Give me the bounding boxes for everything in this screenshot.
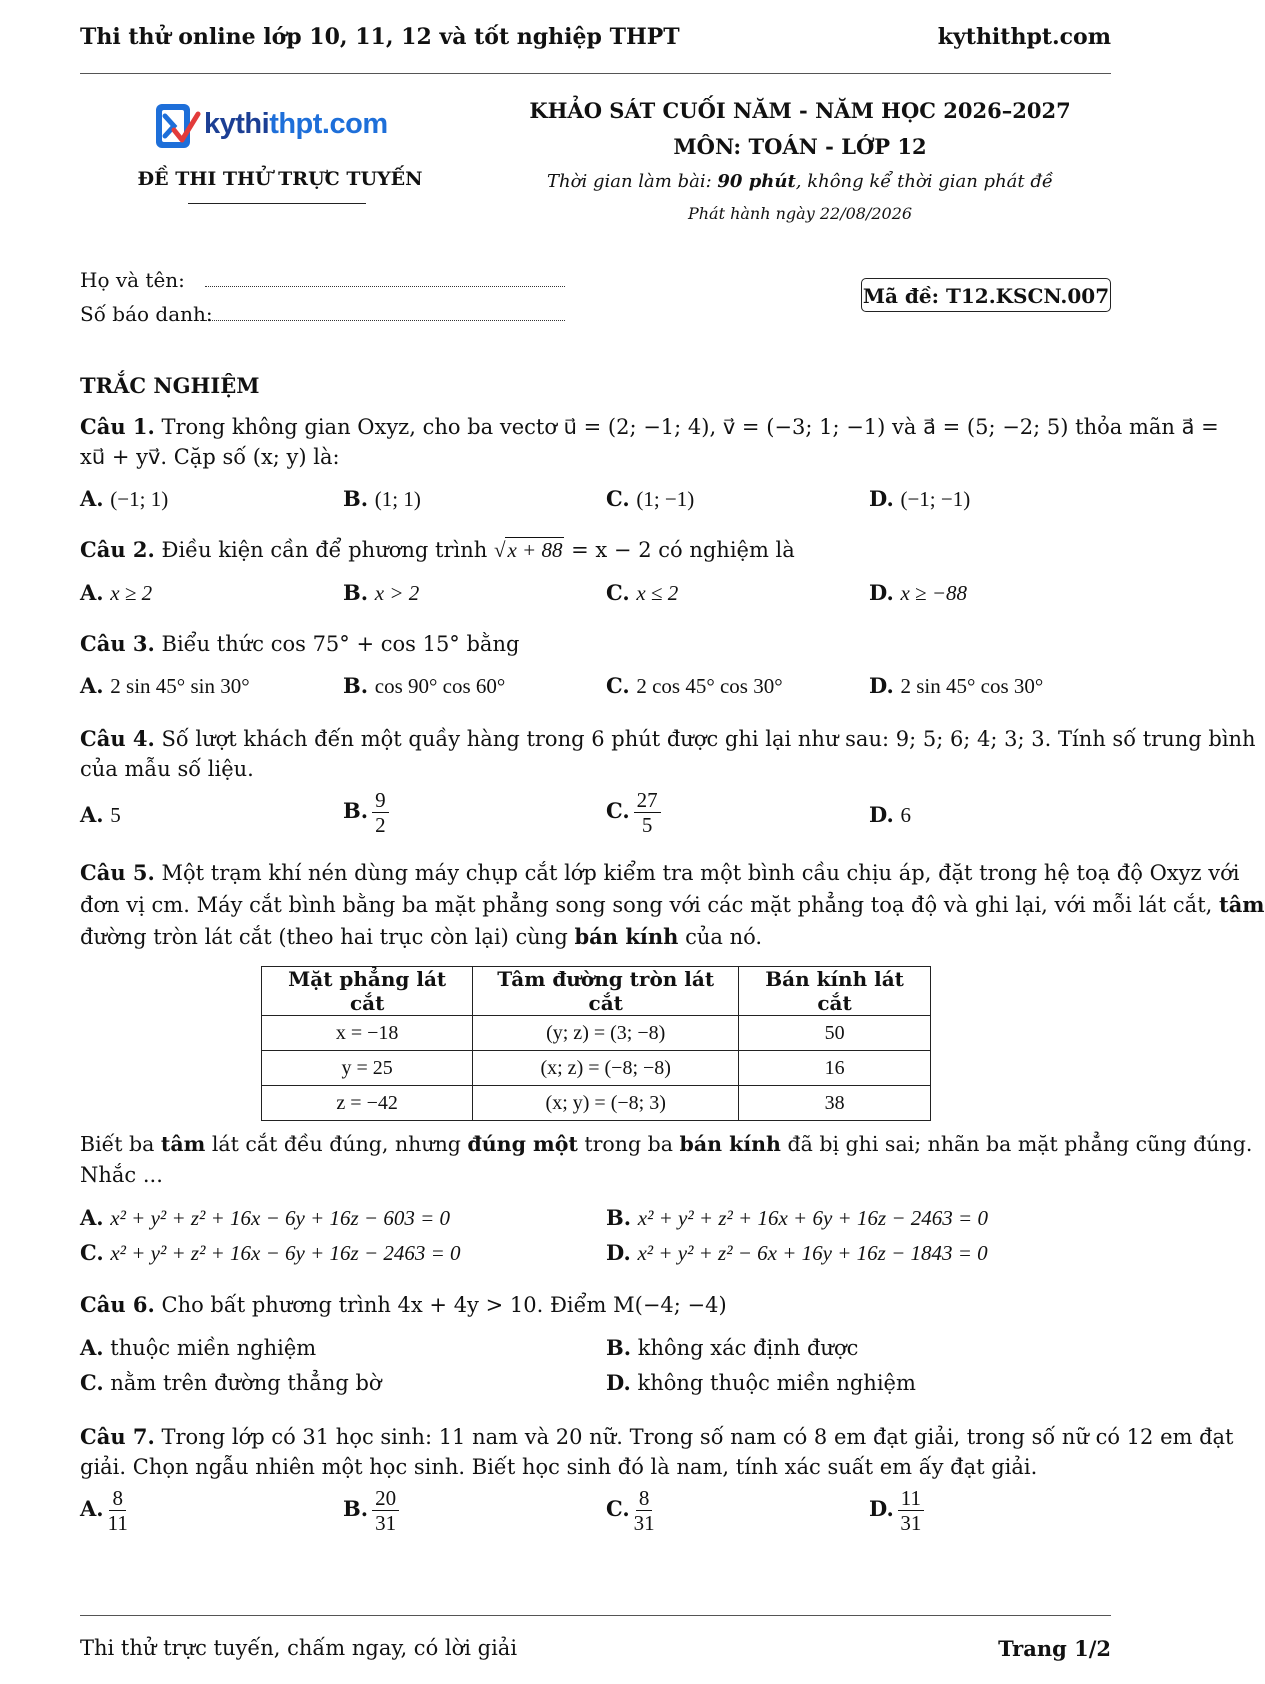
question-1-text-2: xu⃗ + yv⃗. Cặp số (x; y) là:: [80, 445, 340, 469]
table-cell: 16: [739, 1051, 931, 1086]
question-2-text: Điều kiện cần để phương trình: [161, 538, 494, 562]
table-row: [262, 1051, 931, 1086]
question-7: [80, 1422, 1234, 1482]
exam-time: [520, 171, 1080, 192]
logo-text-a: kythi: [204, 108, 270, 140]
question-1-text: Trong không gian Oxyz, cho ba vectơ u⃗ = (2; −1; 4), v⃗ = (−3; 1; −1) và a⃗ = (5; −2; 5) thỏa mãn a⃗ =: [161, 415, 1219, 439]
q4-option-a[interactable]: A. 5: [80, 802, 121, 827]
question-4-text-2: của mẫu số liệu.: [80, 757, 254, 781]
q7-option-a[interactable]: A. $\frac{8}{11}$: [80, 1486, 128, 1535]
question-3-text: Biểu thức cos 75° + cos 15° bằng: [161, 632, 520, 656]
logo-text-b: thpt.com: [269, 108, 388, 140]
table-row: [262, 1086, 931, 1121]
table-header-row: [262, 967, 931, 1016]
question-5-continuation-2: Nhắc ...: [80, 1163, 163, 1187]
q5-option-a[interactable]: A. x² + y² + z² + 16x − 6y + 16z − 603 = 0: [80, 1205, 451, 1230]
question-7-text: Trong lớp có 31 học sinh: 11 nam và 20 nữ. Trong số nam có 8 em đạt giải, trong số nữ có 12 em đạt: [161, 1425, 1234, 1449]
id-label: Số báo danh:: [80, 302, 213, 326]
question-3-label: Câu 3.: [80, 631, 155, 656]
q3-option-b[interactable]: B. cos 90° cos 60°: [343, 673, 506, 698]
exam-type: ĐỀ THI THỬ TRỰC TUYẾN: [137, 168, 423, 190]
table-cell: y = 25: [262, 1051, 473, 1086]
exam-subject: MÔN: TOÁN - LỚP 12: [673, 134, 927, 159]
page-header-right[interactable]: kythithpt.com: [937, 24, 1111, 50]
question-4-label: Câu 4.: [80, 726, 155, 751]
table-row: [262, 1016, 931, 1051]
sqrt-sign: √: [493, 538, 506, 562]
footer-divider: [80, 1615, 1111, 1616]
q7-option-c[interactable]: C. $\frac{8}{31}$: [606, 1486, 655, 1535]
q4-option-d[interactable]: D. 6: [869, 802, 911, 827]
question-4: [80, 724, 1256, 784]
sqrt-radicand: x + 88: [507, 538, 563, 562]
question-5-text-3: đường tròn lát cắt (theo hai trục còn lại) cùng: [80, 925, 575, 949]
q5-option-b[interactable]: B. x² + y² + z² + 16x + 6y + 16z − 2463 = 0: [606, 1205, 988, 1230]
q3-option-a[interactable]: A. 2 sin 45° sin 30°: [80, 673, 250, 698]
exam-time-suffix: , không kể thời gian phát đề: [795, 171, 1053, 192]
slice-table: [261, 966, 931, 1121]
q3-option-d[interactable]: D. 2 sin 45° cos 30°: [869, 673, 1044, 698]
q7-option-d[interactable]: D. $\frac{11}{31}$: [869, 1486, 924, 1535]
q5-option-d[interactable]: D. x² + y² + z² − 6x + 16y + 16z − 1843 = 0: [606, 1240, 988, 1265]
question-4-text: Số lượt khách đến một quầy hàng trong 6 phút được ghi lại như sau: 9; 5; 6; 4; 3; 3. Tính số trung bình: [161, 727, 1256, 751]
question-6: [80, 1292, 727, 1317]
exam-duration: 90 phút: [717, 171, 796, 192]
question-1-label: Câu 1.: [80, 414, 155, 439]
exam-code-box: Mã đề: T12.KSCN.007: [861, 278, 1111, 312]
table-header: Tâm đường tròn lát cắt: [473, 967, 739, 1016]
q6-option-c[interactable]: C. nằm trên đường thẳng bờ: [80, 1370, 382, 1395]
q7-option-b[interactable]: B. $\frac{20}{31}$: [343, 1486, 399, 1535]
table-cell: z = −42: [262, 1086, 473, 1121]
question-7-text-2: giải. Chọn ngẫu nhiên một học sinh. Biết học sinh đó là nam, tính xác suất em ấy đạt giải.: [80, 1455, 1038, 1479]
question-3: [80, 631, 519, 656]
q4-option-c[interactable]: C. $\frac{27}{5}$: [606, 788, 661, 837]
q1-option-d[interactable]: D. (−1; −1): [869, 486, 971, 511]
question-5-emphasis-1: tâm: [1219, 892, 1265, 917]
question-5-label: Câu 5.: [80, 860, 155, 885]
q1-option-a[interactable]: A. (−1; 1): [80, 486, 169, 511]
q1-option-c[interactable]: C. (1; −1): [606, 486, 695, 511]
question-5-text-4: của nó.: [678, 925, 763, 949]
q4-option-b[interactable]: B. $\frac{9}{2}$: [343, 788, 389, 837]
q3-option-c[interactable]: C. 2 cos 45° cos 30°: [606, 673, 783, 698]
site-logo[interactable]: [152, 100, 412, 154]
question-5-text-2: đơn vị cm. Máy cắt bình bằng ba mặt phẳng song song với các mặt phẳng toạ độ và ghi lại, với mỗi lát cắt,: [80, 893, 1213, 917]
question-7-label: Câu 7.: [80, 1424, 155, 1449]
question-5-emphasis-2: bán kính: [574, 924, 679, 949]
id-field[interactable]: [205, 320, 565, 321]
q6-option-d[interactable]: D. không thuộc miền nghiệm: [606, 1370, 916, 1395]
q5-option-c[interactable]: C. x² + y² + z² + 16x − 6y + 16z − 2463 = 0: [80, 1240, 461, 1265]
exam-title: KHẢO SÁT CUỐI NĂM - NĂM HỌC 2026–2027: [529, 98, 1071, 123]
table-header: Bán kính lát cắt: [739, 967, 931, 1016]
table-cell: 38: [739, 1086, 931, 1121]
question-5-continuation: Biết ba tâm lát cắt đều đúng, nhưng đúng một trong ba bán kính đã bị ghi sai; nhãn ba mặt phẳng cũng đúng. Nhắc ...: [80, 1129, 1120, 1191]
q6-option-a[interactable]: A. thuộc miền nghiệm: [80, 1335, 317, 1360]
table-cell: (x; z) = (−8; −8): [473, 1051, 739, 1086]
question-5: [80, 857, 1265, 953]
q2-option-a[interactable]: A. x ≥ 2: [80, 580, 153, 605]
table-cell: (y; z) = (3; −8): [473, 1016, 739, 1051]
exam-type-underline: [188, 203, 366, 204]
q6-option-b[interactable]: B. không xác định được: [606, 1335, 859, 1360]
q2-option-c[interactable]: C. x ≤ 2: [606, 580, 679, 605]
question-6-text: Cho bất phương trình 4x + 4y > 10. Điểm M(−4; −4): [161, 1293, 727, 1317]
exam-time-prefix: Thời gian làm bài:: [547, 171, 718, 192]
question-1: [80, 412, 1219, 472]
logo-icon: [152, 100, 202, 154]
question-5-text: Một trạm khí nén dùng máy chụp cắt lớp kiểm tra một bình cầu chịu áp, đặt trong hệ toạ độ Oxyz với: [161, 861, 1240, 885]
name-label: Họ và tên:: [80, 268, 185, 292]
section-title: TRẮC NGHIỆM: [80, 373, 260, 398]
table-cell: 50: [739, 1016, 931, 1051]
table-cell: x = −18: [262, 1016, 473, 1051]
question-2-text-2: = x − 2 có nghiệm là: [564, 538, 795, 562]
q2-option-b[interactable]: B. x > 2: [343, 580, 420, 605]
question-2: [80, 537, 795, 563]
footer-left: Thi thử trực tuyến, chấm ngay, có lời giải: [80, 1636, 518, 1660]
page-header-left: Thi thử online lớp 10, 11, 12 và tốt nghiệp THPT: [80, 24, 680, 50]
question-2-label: Câu 2.: [80, 537, 155, 562]
table-header: Mặt phẳng lát cắt: [262, 967, 473, 1016]
question-6-label: Câu 6.: [80, 1292, 155, 1317]
q2-option-d[interactable]: D. x ≥ −88: [869, 580, 967, 605]
release-date: Phát hành ngày 22/08/2026: [687, 204, 913, 223]
name-field[interactable]: [205, 286, 565, 287]
table-cell: (x; y) = (−8; 3): [473, 1086, 739, 1121]
page-number: Trang 1/2: [998, 1636, 1111, 1661]
header-divider: [80, 73, 1111, 74]
q1-option-b[interactable]: B. (1; 1): [343, 486, 421, 511]
